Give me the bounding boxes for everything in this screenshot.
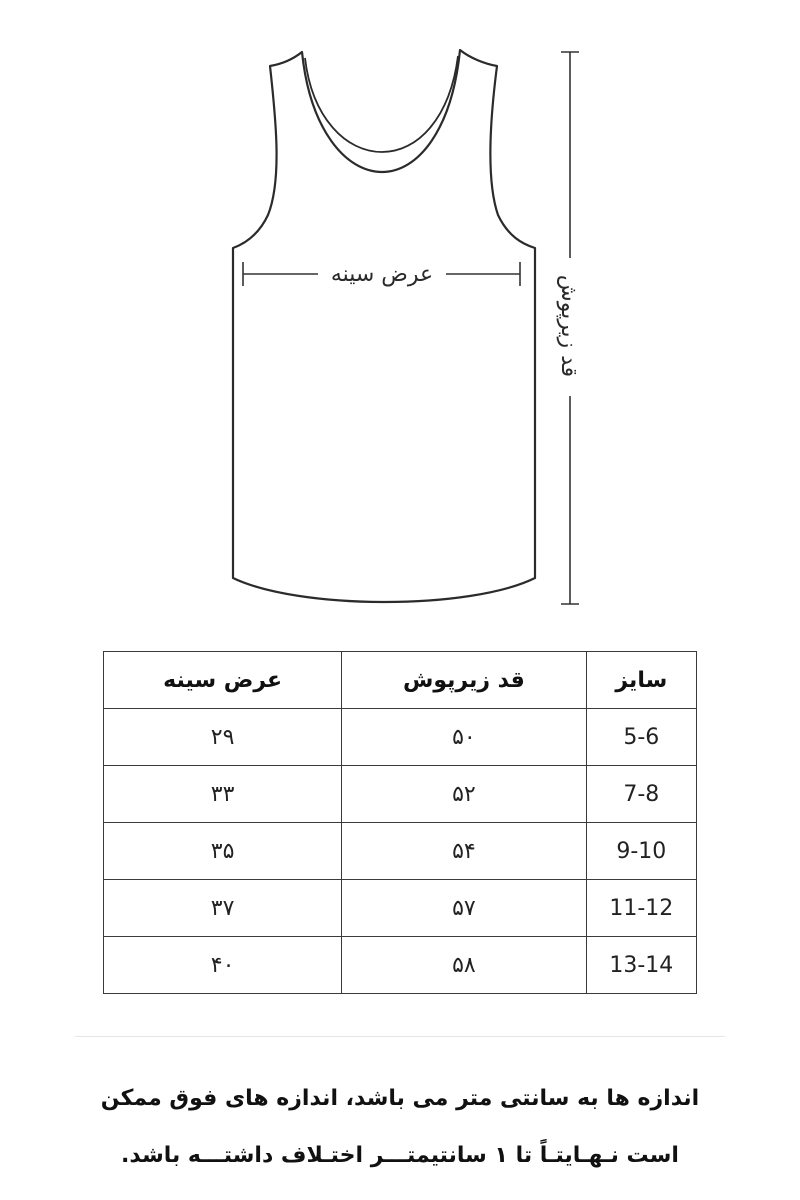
section-divider xyxy=(75,1036,725,1037)
cell-chest-width: ۳۷ xyxy=(104,880,342,937)
cell-size: 13-14 xyxy=(586,937,696,994)
header-chest-width: عرض سینه xyxy=(104,652,342,709)
cell-length: ۵۰ xyxy=(342,709,586,766)
cell-length: ۵۲ xyxy=(342,766,586,823)
cell-size: 11-12 xyxy=(586,880,696,937)
cell-size: 7-8 xyxy=(586,766,696,823)
cell-length: ۵۴ xyxy=(342,823,586,880)
table-row xyxy=(104,709,697,766)
chest-width-label: عرض سینه xyxy=(330,262,434,287)
measurement-note-line-1: اندازه ها به سانتی متر می باشد، اندازه های فوق ممکن xyxy=(100,1086,700,1111)
cell-size: 9-10 xyxy=(586,823,696,880)
table-header-row xyxy=(104,652,697,709)
cell-length: ۵۷ xyxy=(342,880,586,937)
cell-length: ۵۸ xyxy=(342,937,586,994)
cell-chest-width: ۳۵ xyxy=(104,823,342,880)
tank-top-outline xyxy=(233,50,535,602)
table-row xyxy=(104,823,697,880)
length-label: قد زیرپوش xyxy=(556,274,581,378)
header-length: قد زیرپوش xyxy=(342,652,586,709)
table-row xyxy=(104,880,697,937)
header-size: سایز xyxy=(586,652,696,709)
cell-chest-width: ۲۹ xyxy=(104,709,342,766)
size-table xyxy=(103,651,697,994)
table-row xyxy=(104,937,697,994)
cell-chest-width: ۴۰ xyxy=(104,937,342,994)
table-row xyxy=(104,766,697,823)
measurement-note-line-2: است نـهـایتـاً تا ۱ سانتیمتـــر اختـلاف داشتـــه باشد. xyxy=(121,1143,679,1168)
cell-chest-width: ۳۳ xyxy=(104,766,342,823)
cell-size: 5-6 xyxy=(586,709,696,766)
